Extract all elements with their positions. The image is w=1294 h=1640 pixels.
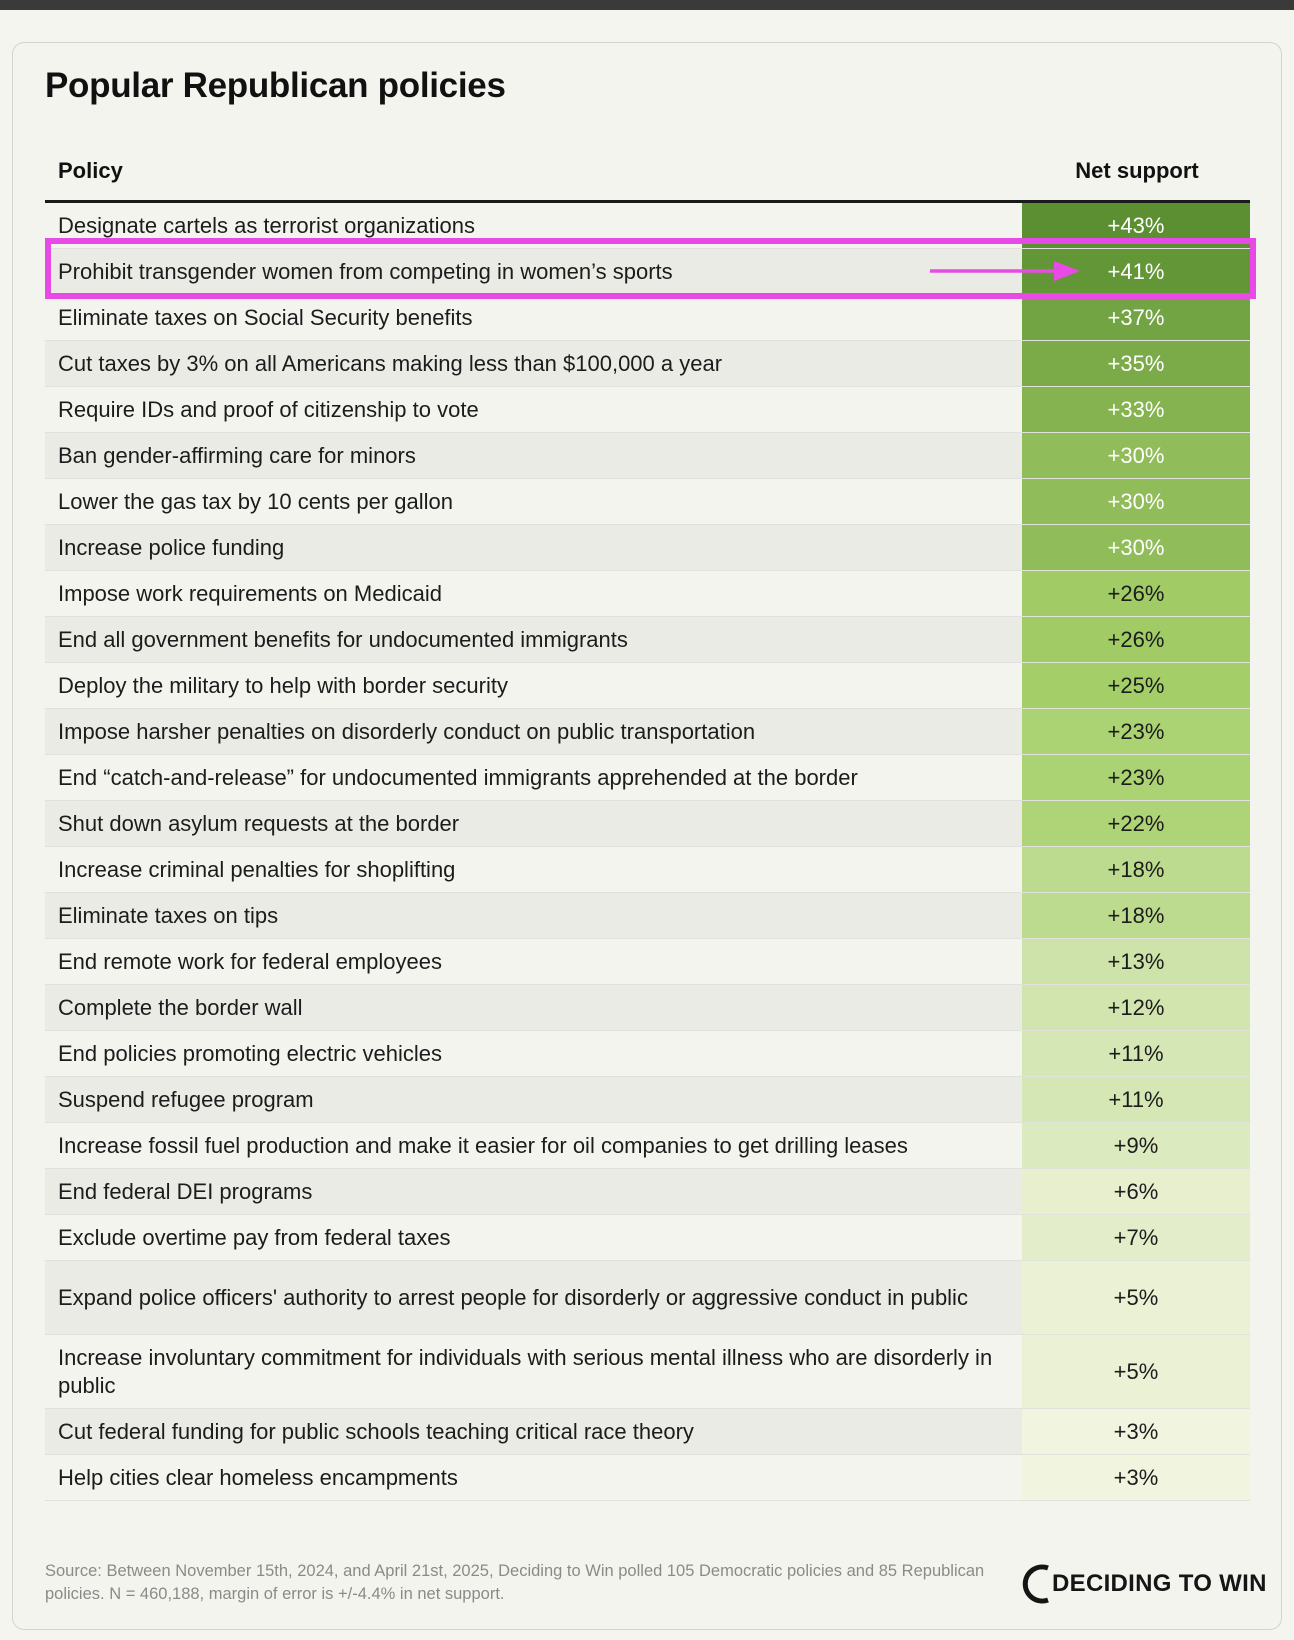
net-support-cell: +9% [1022, 1123, 1250, 1169]
table-row [45, 1169, 1250, 1215]
table-row [45, 1031, 1250, 1077]
policy-table [45, 203, 1250, 1501]
table-row [45, 801, 1250, 847]
table-row [45, 387, 1250, 433]
policy-cell: Help cities clear homeless encampments [45, 1455, 1022, 1501]
net-support-cell: +37% [1022, 295, 1250, 341]
table-row [45, 1077, 1250, 1123]
policy-cell: Cut federal funding for public schools teaching critical race theory [45, 1409, 1022, 1455]
table-row [45, 709, 1250, 755]
policy-cell: Ban gender-affirming care for minors [45, 433, 1022, 479]
net-support-cell: +43% [1022, 203, 1250, 249]
net-support-cell: +30% [1022, 525, 1250, 571]
policy-cell: Require IDs and proof of citizenship to vote [45, 387, 1022, 433]
top-bar [0, 0, 1294, 10]
net-support-cell: +18% [1022, 893, 1250, 939]
table-row [45, 1335, 1250, 1409]
policy-cell: End all government benefits for undocumented immigrants [45, 617, 1022, 663]
net-support-column-header: Net support [1075, 158, 1199, 183]
policy-cell: Deploy the military to help with border security [45, 663, 1022, 709]
net-support-cell: +3% [1022, 1455, 1250, 1501]
policy-cell: Prohibit transgender women from competing in women’s sports [45, 249, 1022, 295]
table-row [45, 1409, 1250, 1455]
logo-mark-icon [1018, 1560, 1054, 1608]
net-support-cell: +12% [1022, 985, 1250, 1031]
policy-column-header: Policy [58, 158, 123, 183]
policy-cell: Expand police officers' authority to arrest people for disorderly or aggressive conduct in public [45, 1261, 1022, 1335]
net-support-cell: +23% [1022, 709, 1250, 755]
policy-cell: Cut taxes by 3% on all Americans making less than $100,000 a year [45, 341, 1022, 387]
policy-cell: Impose work requirements on Medicaid [45, 571, 1022, 617]
deciding-to-win-logo [1018, 1560, 1267, 1608]
policy-cell: Complete the border wall [45, 985, 1022, 1031]
policy-cell: Increase police funding [45, 525, 1022, 571]
net-support-cell: +6% [1022, 1169, 1250, 1215]
net-support-cell: +30% [1022, 433, 1250, 479]
policy-cell: Eliminate taxes on Social Security benefits [45, 295, 1022, 341]
net-support-cell: +13% [1022, 939, 1250, 985]
table-row [45, 663, 1250, 709]
policy-cell: Increase criminal penalties for shoplifting [45, 847, 1022, 893]
policy-cell: End federal DEI programs [45, 1169, 1022, 1215]
policy-cell: Impose harsher penalties on disorderly conduct on public transportation [45, 709, 1022, 755]
policy-cell: End policies promoting electric vehicles [45, 1031, 1022, 1077]
policy-cell: Increase involuntary commitment for individuals with serious mental illness who are disorderly in public [45, 1335, 1022, 1409]
policy-cell: Shut down asylum requests at the border [45, 801, 1022, 847]
net-support-cell: +11% [1022, 1077, 1250, 1123]
net-support-cell: +3% [1022, 1409, 1250, 1455]
net-support-cell: +26% [1022, 617, 1250, 663]
table-row [45, 939, 1250, 985]
net-support-cell: +11% [1022, 1031, 1250, 1077]
policy-cell: End remote work for federal employees [45, 939, 1022, 985]
net-support-cell: +22% [1022, 801, 1250, 847]
net-support-cell: +18% [1022, 847, 1250, 893]
highlight-arrow-icon [930, 258, 1090, 284]
net-support-cell: +5% [1022, 1335, 1250, 1409]
table-row [45, 755, 1250, 801]
table-row [45, 341, 1250, 387]
net-support-cell: +5% [1022, 1261, 1250, 1335]
net-support-cell: +26% [1022, 571, 1250, 617]
table-row [45, 1123, 1250, 1169]
policy-cell: Eliminate taxes on tips [45, 893, 1022, 939]
net-support-cell: +30% [1022, 479, 1250, 525]
table-row [45, 433, 1250, 479]
net-support-cell: +25% [1022, 663, 1250, 709]
table-row [45, 1215, 1250, 1261]
net-support-cell: +7% [1022, 1215, 1250, 1261]
table-row [45, 571, 1250, 617]
policy-cell: Suspend refugee program [45, 1077, 1022, 1123]
net-support-cell: +33% [1022, 387, 1250, 433]
table-row [45, 295, 1250, 341]
table-row [45, 1261, 1250, 1335]
net-support-cell: +41% [1022, 249, 1250, 295]
table-row [45, 479, 1250, 525]
source-note: Source: Between November 15th, 2024, and April 21st, 2025, Deciding to Win polled 105 Democratic policies and 85 Republican policies. N = 460,188, margin of error is +/-4.4% in net support. [45, 1562, 985, 1603]
policy-cell: Exclude overtime pay from federal taxes [45, 1215, 1022, 1261]
policy-table-body [45, 203, 1250, 1501]
table-row [45, 847, 1250, 893]
policy-cell: Lower the gas tax by 10 cents per gallon [45, 479, 1022, 525]
table-row [45, 1455, 1250, 1501]
table-row [45, 893, 1250, 939]
table-row [45, 617, 1250, 663]
table-row [45, 985, 1250, 1031]
net-support-cell: +23% [1022, 755, 1250, 801]
chart-title: Popular Republican policies [45, 66, 506, 105]
logo-text: DECIDING TO WIN [1052, 1570, 1267, 1597]
net-support-cell: +35% [1022, 341, 1250, 387]
policy-cell: Designate cartels as terrorist organizations [45, 203, 1022, 249]
policy-cell: Increase fossil fuel production and make it easier for oil companies to get drilling leases [45, 1123, 1022, 1169]
policy-cell: End “catch-and-release” for undocumented immigrants apprehended at the border [45, 755, 1022, 801]
table-row [45, 525, 1250, 571]
